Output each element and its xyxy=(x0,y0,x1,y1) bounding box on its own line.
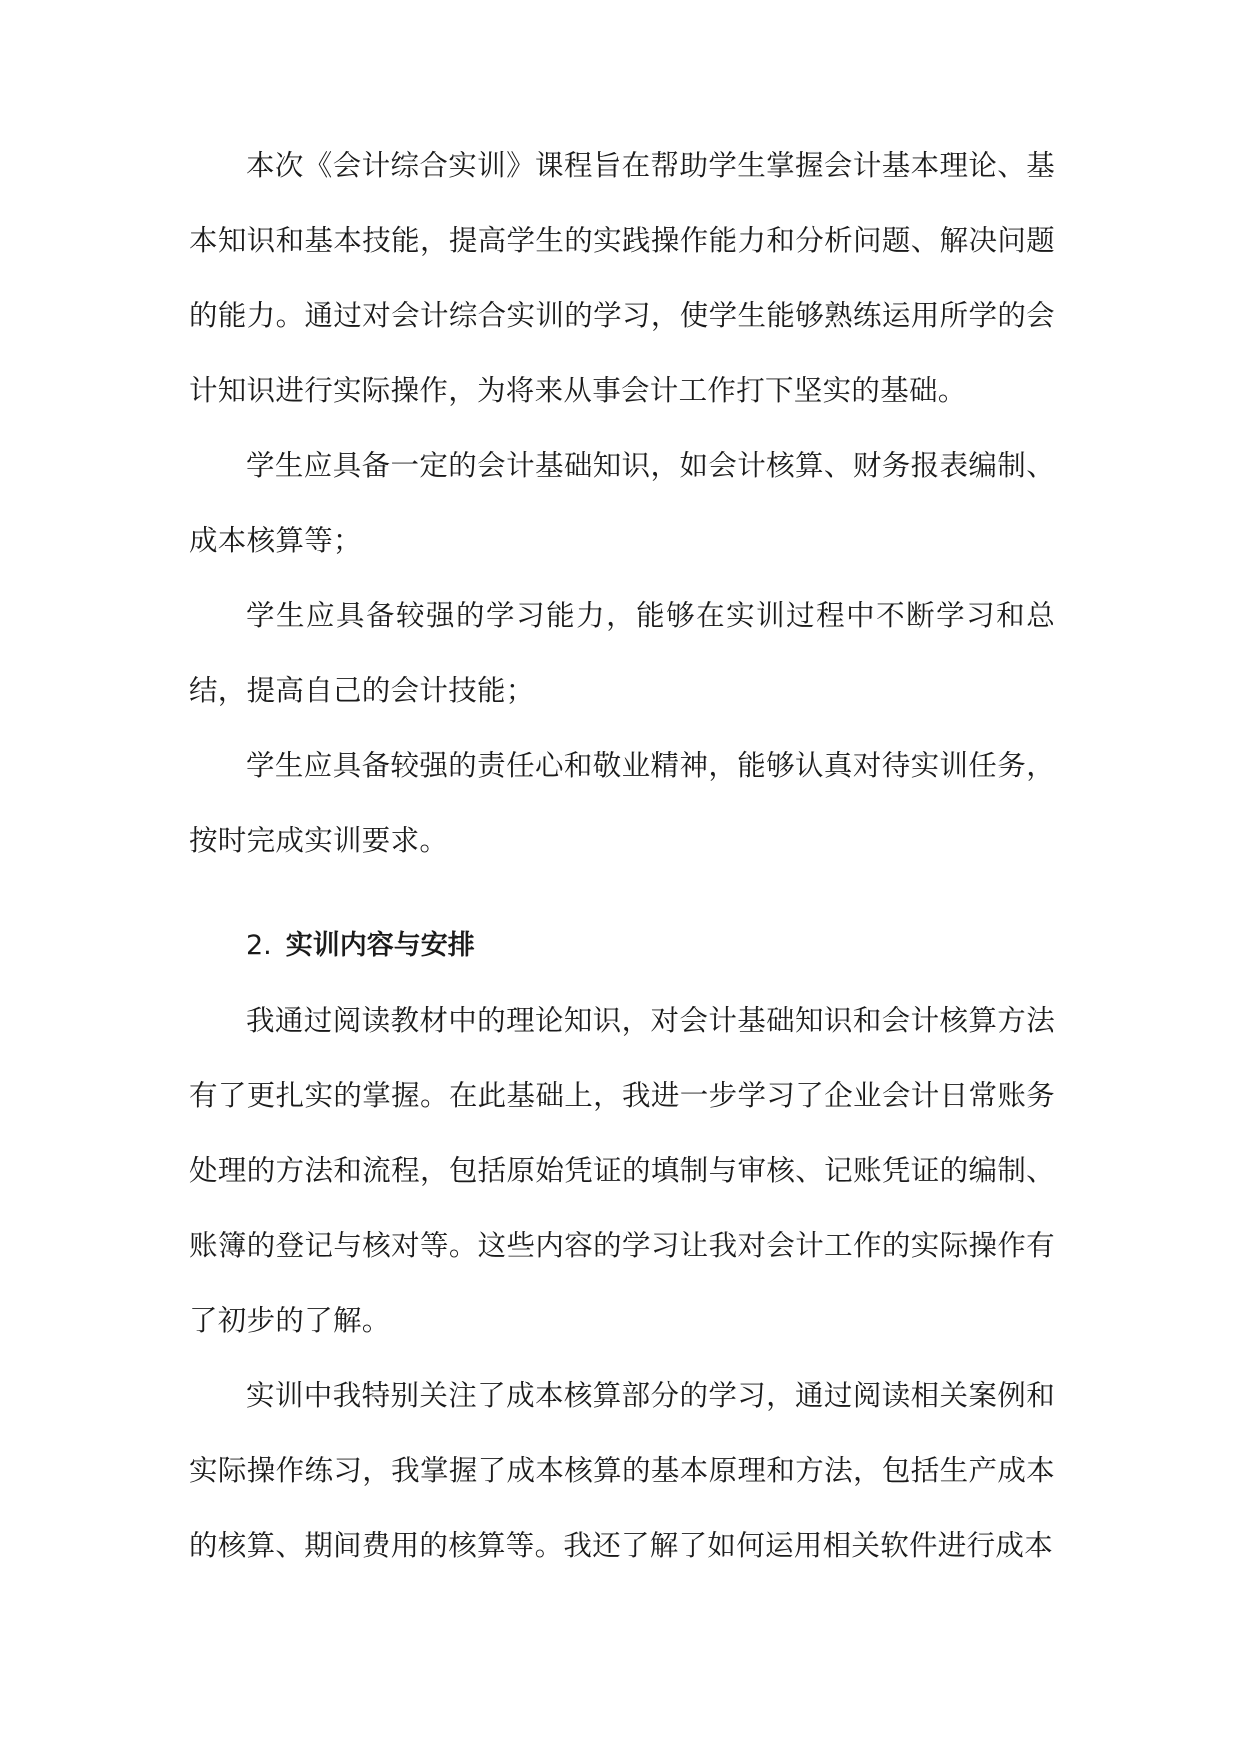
paragraph-requirement-learning: 学生应具备较强的学习能力，能够在实训过程中不断学习和总结，提高自己的会计技能； xyxy=(189,599,1055,707)
paragraph-requirement-knowledge: 学生应具备一定的会计基础知识，如会计核算、财务报表编制、成本核算等； xyxy=(189,449,1055,557)
section-number: 2. xyxy=(246,930,272,961)
section-heading xyxy=(189,908,1055,983)
section-title: 实训内容与安排 xyxy=(285,930,475,961)
paragraph-requirement-responsibility: 学生应具备较强的责任心和敬业精神，能够认真对待实训任务，按时完成实训要求。 xyxy=(189,749,1055,857)
paragraph-cost-accounting: 实训中我特别关注了成本核算部分的学习，通过阅读相关案例和实际操作练习，我掌握了成本核算的基本原理和方法，包括生产成本的核算、期间费用的核算等。我还了解了如何运用相关软件进行成本 xyxy=(189,1379,1055,1562)
document-page xyxy=(189,128,1055,1583)
paragraph-course-purpose: 本次《会计综合实训》课程旨在帮助学生掌握会计基本理论、基本知识和基本技能，提高学生的实践操作能力和分析问题、解决问题的能力。通过对会计综合实训的学习，使学生能够熟练运用所学的会计知识进行实际操作，为将来从事会计工作打下坚实的基础。 xyxy=(189,149,1055,407)
paragraph-theory-study: 我通过阅读教材中的理论知识，对会计基础知识和会计核算方法有了更扎实的掌握。在此基础上，我进一步学习了企业会计日常账务处理的方法和流程，包括原始凭证的填制与审核、记账凭证的编制、账簿的登记与核对等。这些内容的学习让我对会计工作的实际操作有了初步的了解。 xyxy=(189,1004,1055,1337)
